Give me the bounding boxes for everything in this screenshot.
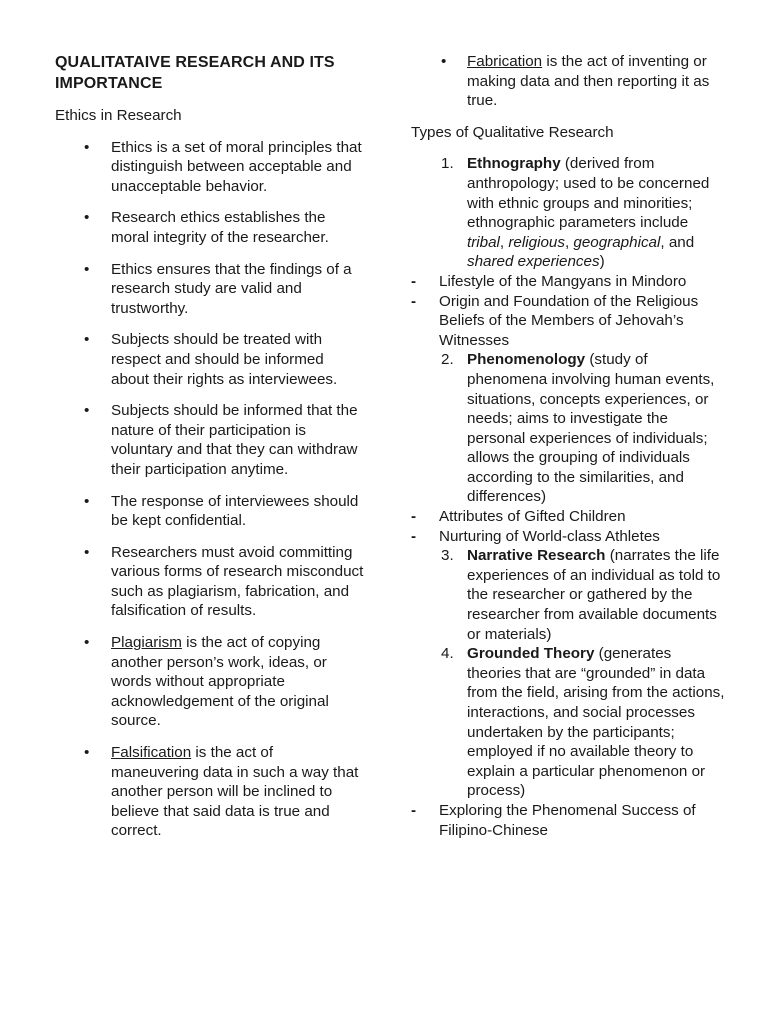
list-item: • Ethics is a set of moral principles that distinguish between acceptable and unacceptable behavior. bbox=[84, 138, 362, 195]
term-falsification: Falsification bbox=[111, 744, 192, 762]
list-item: • The response of interviewees should be kept confidential. bbox=[84, 492, 359, 530]
example-item: - Origin and Foundation of the Religious Beliefs of the Members of Jehovah’s Witnesses bbox=[411, 292, 699, 349]
dash-marker: - bbox=[411, 527, 417, 545]
bullet-icon: • bbox=[84, 138, 90, 156]
definition-falsification: • Falsification is the act of maneuvering data in such a way that another person will be inclined to believe that said data is true and correct. bbox=[84, 744, 359, 840]
definition-list-continued bbox=[411, 52, 726, 111]
ethics-list bbox=[55, 138, 365, 841]
bullet-icon: • bbox=[84, 209, 90, 227]
dash-marker: - bbox=[411, 508, 417, 526]
list-item: • Subjects should be informed that the nature of their participation is voluntary and that they can withdraw their participation anytime. bbox=[84, 402, 358, 478]
type-ethnography: 1. Ethnography (derived from anthropology; used to be concerned with ethnic groups and minorities; ethnographic parameters include tribal, religious, geographical, and shared experiences) bbox=[441, 155, 710, 271]
type-term: Narrative Research bbox=[467, 547, 606, 565]
dash-marker: - bbox=[411, 272, 417, 290]
definition-plagiarism: • Plagiarism is the act of copying another person’s work, ideas, or words without appropriate acknowledgement of the original source. bbox=[84, 634, 329, 730]
type-term: Grounded Theory bbox=[467, 645, 595, 663]
list-number: 3. bbox=[441, 547, 454, 565]
type-term: Phenomenology bbox=[467, 351, 586, 369]
types-heading: Types of Qualitative Research bbox=[411, 123, 614, 141]
list-number: 4. bbox=[441, 645, 454, 663]
list-item: • Ethics ensures that the findings of a research study are valid and trustworthy. bbox=[84, 260, 352, 317]
example-item: - Exploring the Phenomenal Success of Filipino-Chinese bbox=[411, 801, 696, 839]
bullet-icon: • bbox=[84, 744, 90, 762]
bullet-icon: • bbox=[84, 260, 90, 278]
example-item: - Attributes of Gifted Children bbox=[411, 508, 626, 526]
list-number: 2. bbox=[441, 351, 454, 369]
term-fabrication: Fabrication bbox=[467, 53, 543, 70]
type-term: Ethnography bbox=[467, 155, 561, 173]
bullet-icon: • bbox=[84, 634, 90, 652]
term-plagiarism: Plagiarism bbox=[111, 634, 182, 652]
type-narrative-research: 3. Narrative Research (narrates the life experiences of an individual as told to the researcher or gathered by the researcher from available documents or materials) bbox=[441, 547, 721, 643]
type-grounded-theory: 4. Grounded Theory (generates theories that are “grounded” in data from the field, arising from the actions, interactions, and social processes undertaken by the participants; employed if no available theory to explain a particular phenomenon or process) bbox=[441, 645, 725, 800]
page-title: QUALITATAIVE RESEARCH AND ITS IMPORTANCE bbox=[55, 54, 335, 92]
type-phenomenology: 2. Phenomenology (study of phenomena involving human events, situations, concepts experiences, or needs; aims to investigate the personal experiences of individuals; allows the grouping of individuals according to the similarities, and differences) bbox=[441, 351, 715, 506]
list-item: • Researchers must avoid committing various forms of research misconduct such as plagiarism, fabrication, and falsification of results. bbox=[84, 543, 364, 620]
bullet-icon: • bbox=[84, 543, 90, 561]
dash-marker: - bbox=[411, 801, 417, 819]
list-item: • Subjects should be treated with respect and should be informed about their rights as interviewees. bbox=[84, 331, 338, 388]
bullet-icon: • bbox=[84, 492, 90, 510]
example-item: - Nurturing of World-class Athletes bbox=[411, 527, 660, 545]
ethics-heading: Ethics in Research bbox=[55, 107, 182, 124]
dash-marker: - bbox=[411, 292, 417, 310]
bullet-icon: • bbox=[84, 402, 90, 420]
left-column bbox=[55, 52, 365, 853]
bullet-icon: • bbox=[84, 331, 90, 349]
bullet-icon: • bbox=[441, 53, 447, 70]
list-item: • Research ethics establishes the moral integrity of the researcher. bbox=[84, 209, 329, 246]
example-item: - Lifestyle of the Mangyans in Mindoro bbox=[411, 272, 687, 290]
list-number: 1. bbox=[441, 155, 454, 173]
definition-fabrication: • Fabrication is the act of inventing or making data and then reporting it as true. bbox=[441, 53, 710, 110]
right-column bbox=[411, 52, 726, 840]
